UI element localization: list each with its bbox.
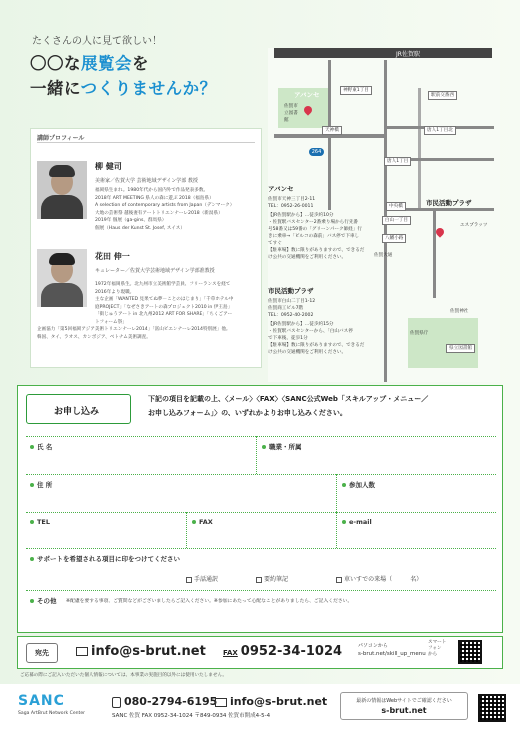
email-text: info@s-brut.net [91, 644, 206, 659]
checkbox-icon[interactable] [336, 577, 342, 583]
smartphone-label [428, 640, 446, 658]
apply-instructions [148, 392, 428, 420]
option-suffix: 名） [410, 576, 423, 583]
bio-line: トフォーム祭」 [95, 319, 127, 325]
address-field[interactable] [30, 480, 52, 489]
field-label: TEL [37, 518, 51, 526]
fax-field[interactable] [192, 518, 213, 526]
venue-tel: TEL：0952-40-2002 [268, 313, 314, 318]
other-field[interactable] [30, 596, 57, 605]
map-label: 佐賀県庁 [410, 331, 429, 336]
form-divider [26, 590, 496, 591]
venue-address: 佐賀市白山二丁目1-12 [268, 299, 316, 304]
divider [37, 142, 255, 143]
instruction-line: 下記の項目を記載の上、〈メール〉〈FAX〉〈SANC公式Web「スキルアップ・メニュー／ [148, 395, 429, 403]
note-line: で下車後、徒歩1分 [268, 336, 308, 341]
instructor-photo-1 [37, 161, 87, 219]
photo-hair [49, 165, 75, 177]
website-url: s-brut.net [381, 706, 427, 715]
field-label: 職業・所属 [269, 443, 302, 451]
pc-url: s-brut.net/skill_up_menu [358, 651, 426, 657]
mail-icon [76, 647, 88, 656]
note-line: け公共の交通機関をご利用ください。 [268, 350, 347, 355]
note-line: 【駐車場】数に限りがありますので、できるだ [268, 343, 365, 348]
headline [30, 51, 217, 101]
note-line: ・佐賀駅バスセンターから、「白山バス停 [268, 329, 353, 334]
option-label: 手話通訳 [194, 576, 219, 583]
support-summary-option[interactable] [256, 574, 288, 583]
bullet-icon [342, 483, 346, 487]
website-note: 最新の情報はWebサイトでご確認ください [356, 698, 452, 704]
headline-line-2 [30, 76, 217, 101]
option-label: 要約筆記 [264, 576, 289, 583]
route-264-sign: 264 [309, 148, 324, 156]
photo-body [41, 195, 83, 219]
venue-name: アバンセ [268, 185, 294, 193]
field-label: サポートを希望される項目に印をつけてください [37, 555, 180, 563]
bio-line: 2018年 ART MEETING 県人の森に遊ぶ 2018（福島県） [95, 195, 214, 201]
headline-text: 一緒に [30, 79, 81, 98]
map-label: 佐賀市立図書館 [284, 104, 298, 123]
venue-notes [268, 321, 364, 356]
instructor-title-1: 美術家／佐賀大学 芸術地域デザイン学部 教授 [95, 178, 198, 184]
bio-line: 庭PROJECT」「なぜさきアートの森プロジェクト2010 in 伊王島」 [95, 304, 233, 310]
sanc-logo: SANC [18, 693, 65, 709]
support-wheelchair-option[interactable] [336, 574, 422, 583]
bio-line: 韓国、タイ、ラオス、カンボジア、ベトナム美術調査。 [37, 334, 151, 340]
map-label: 佐賀神社 [450, 309, 469, 314]
field-separator [336, 512, 337, 548]
tagline: たくさんの人に見て欲しい！ [32, 36, 162, 47]
email-field[interactable] [342, 518, 372, 526]
bio-line: 主な企画「WANTED 見果てぬ夢－ことのはじまり」「千草ホテル中 [95, 297, 234, 302]
logo-subtitle: Saga ArtBrut Network Center [18, 711, 86, 716]
access-map [268, 48, 500, 382]
other-note: ※配慮を要する事項、ご質問などがございましたらご記入ください。※参加にあたって心配なことがありましたら、ご記入ください。 [66, 599, 353, 604]
footer [0, 684, 520, 735]
form-divider [26, 548, 496, 549]
bio-line: 2019年 個展（ga-gins、群馬県） [95, 218, 167, 223]
support-sign-option[interactable] [186, 574, 218, 583]
bio-line: 1972年福岡県生。北九州市立美術館学芸員、フリーランスを経て [95, 282, 231, 287]
sp-line: フォン [428, 646, 442, 651]
field-label: FAX [199, 518, 213, 526]
headline-line-1 [30, 51, 217, 76]
checkbox-icon[interactable] [186, 577, 192, 583]
bullet-icon [30, 520, 34, 524]
bullet-icon [30, 483, 34, 487]
map-label: 白山一丁目 [382, 216, 411, 225]
bullet-icon [30, 445, 34, 449]
venue-tel: TEL：0952-26-0011 [268, 204, 314, 209]
field-label: その他 [37, 597, 57, 605]
bio-line: 2016年より現職。 [95, 289, 135, 295]
field-separator [336, 474, 337, 512]
field-label: 住 所 [37, 481, 53, 489]
bullet-icon [262, 445, 266, 449]
venue-name: 市民活動プラザ [268, 287, 314, 295]
venue-address: 佐賀市天神三丁目2-11 [268, 197, 316, 202]
apply-title: お申し込み [54, 407, 100, 417]
photo-hair [49, 253, 75, 265]
note-line: 【JR佐賀駅から】…徒歩約15分 [268, 322, 334, 327]
note-line: 号58番又は59番の「グリーンパーク師経」行 [268, 227, 362, 232]
field-label: 氏 名 [37, 443, 53, 451]
checkbox-icon[interactable] [256, 577, 262, 583]
field-label: e-mail [349, 518, 372, 526]
map-label: 佐賀大通 [374, 253, 393, 258]
contact-label: 宛先 [26, 643, 58, 663]
note-line: け公共の交通機関をご利用ください。 [268, 255, 347, 260]
tel-field[interactable] [30, 518, 50, 526]
bio-line: 大地の芸術祭 越後妻有アートトリエンナーレ2018（新潟県） [95, 210, 223, 216]
contact-bar [17, 636, 503, 669]
headline-text: 〇〇な [30, 54, 81, 73]
road [433, 208, 436, 298]
footer-email[interactable] [215, 695, 327, 708]
form-divider [26, 436, 496, 437]
bio-line: 企画協力「第5回福岡アジア美術トリエンナーレ2014」「富山ビエンナーレ2014特別展」他。 [37, 327, 231, 332]
bullet-icon [192, 520, 196, 524]
note-line: ・佐賀駅バスセンター2番乗り場から行先番 [268, 220, 359, 225]
bio-line: A selection of contemporary artists from Japan（デンマーク） [95, 203, 235, 208]
field-label: 参加人数 [349, 481, 375, 489]
support-label [30, 554, 180, 563]
mail-icon [215, 698, 227, 707]
map-label: 唐人1丁目北 [424, 126, 456, 135]
map-label: 神野東1丁目 [340, 86, 372, 95]
option-label: 車いすでの来場（ [344, 576, 393, 583]
privacy-note: ご応募の際にご記入いただいた個人情報については、本事業の実施目的以外には使用いたしません。 [20, 673, 227, 678]
bullet-icon [30, 599, 34, 603]
note-line: 【駐車場】数に限りがありますので、できるだ [268, 248, 365, 253]
affiliation-field[interactable] [262, 442, 302, 451]
map-label: エスプラッツ [460, 223, 488, 228]
map-label: 駅前交番西 [428, 91, 457, 100]
note-line: てすぐ [268, 241, 282, 246]
footer-address: SANC 佐賀 FAX 0952-34-1024 〒849-0934 佐賀市開成4-5-4 [112, 713, 271, 719]
qr-code-icon[interactable] [458, 640, 482, 664]
road [328, 60, 331, 210]
field-separator [186, 512, 187, 548]
phone-icon [112, 697, 121, 708]
headline-highlight: つくりませんか？ [80, 79, 217, 98]
sp-line: スマート [428, 640, 447, 645]
phone-text: 080-2794-6195 [124, 695, 218, 708]
pc-link[interactable] [358, 642, 426, 658]
fax-icon: FAX [223, 649, 238, 657]
field-separator [256, 436, 257, 474]
qr-code-icon[interactable] [478, 694, 506, 722]
road [418, 88, 421, 208]
email-text: info@s-brut.net [230, 695, 328, 708]
map-label: 八幡小路 [382, 234, 406, 243]
instructor-title-2: キュレーター／佐賀大学芸術地域デザイン学部准教授 [95, 268, 215, 274]
instructor-profile [30, 128, 262, 368]
bio-line: 「街じゅうアート in 北九州2012 ART FOR SHARE」「ちくごアー [95, 312, 233, 317]
instructor-bio-2 [37, 281, 259, 341]
sp-line: から [428, 652, 438, 657]
map-label: 天神橋 [322, 126, 342, 135]
contact-email[interactable] [76, 644, 206, 659]
map-label: 中央橋 [386, 202, 406, 211]
instructor-name-1: 柳 健司 [95, 162, 122, 171]
map-label: 県立図書館 [446, 344, 475, 353]
bio-line: 福岡県生まれ。1980年代から国内外で作品発表多数。 [95, 188, 209, 193]
map-label: 唐人1丁目 [384, 157, 411, 166]
note-line: きに乗車→「ビルコの森前」バス停で下車し [268, 234, 360, 239]
venue-building: 佐賀商工ビル7階 [268, 306, 304, 311]
fax-text: 0952-34-1024 [240, 644, 343, 659]
headline-text: を [132, 54, 149, 73]
bio-line: 個展（Haus der Kunst St. Josef, スイス） [95, 225, 185, 231]
bullet-icon [342, 520, 346, 524]
rail-line [274, 48, 492, 58]
instructor-bio-1 [95, 187, 234, 232]
headline-highlight: 展覧会 [81, 54, 132, 73]
website-link[interactable] [340, 692, 468, 720]
instructor-name-2: 花田 伸一 [95, 252, 130, 261]
form-divider [26, 512, 496, 513]
footer-phone[interactable] [112, 695, 217, 708]
profile-heading: 講師プロフィール [37, 135, 85, 142]
name-field[interactable] [30, 442, 52, 451]
application-form [17, 385, 503, 633]
contact-fax [223, 644, 342, 659]
form-divider [26, 474, 496, 475]
venue-notes [268, 212, 364, 261]
instruction-line: お申し込みフォーム」〉の、いずれかよりお申し込みください。 [148, 409, 347, 417]
station-label: JR佐賀駅 [396, 51, 420, 58]
pc-label: パソコンから [358, 643, 388, 649]
park-area [408, 318, 478, 368]
participants-field[interactable] [342, 480, 375, 489]
note-line: 【JR佐賀駅から】…徒歩約10分 [268, 213, 334, 218]
map-venue-label: 市民活動プラザ [426, 199, 472, 207]
map-venue-label: アバンセ [294, 91, 320, 99]
bullet-icon [30, 557, 34, 561]
